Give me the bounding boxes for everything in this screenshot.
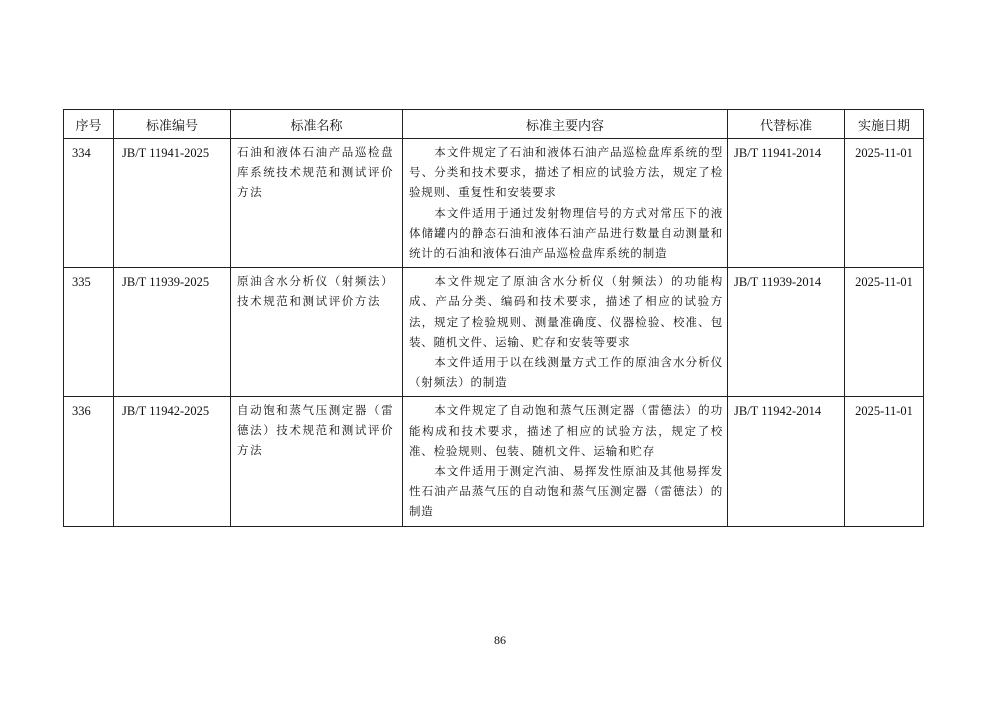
table-header-row: [64, 110, 924, 139]
table-row: [64, 268, 924, 397]
row-standard-name: 石油和液体石油产品巡检盘库系统技术规范和测试评价方法: [231, 139, 403, 268]
row-implementation-date: 2025-11-01: [845, 397, 924, 526]
row-content-scope: 本文件规定了原油含水分析仪（射频法）的功能构成、产品分类、编码和技术要求，描述了相应的试验方法，规定了检验规则、测量准确度、仪器检验、校准、包装、随机文件、运输、贮存和安装等要求: [409, 274, 723, 349]
row-standard-name: 自动饱和蒸气压测定器（雷德法）技术规范和测试评价方法: [231, 397, 403, 526]
row-replaced-standard: JB/T 11942-2014: [728, 397, 845, 526]
row-standard-code: JB/T 11942-2025: [114, 397, 231, 526]
row-content-application: 本文件适用于以在线测量方式工作的原油含水分析仪（射频法）的制造: [409, 355, 723, 390]
row-seq: 335: [64, 268, 114, 397]
row-content-application: 本文件适用于测定汽油、易挥发性原油及其他易挥发性石油产品蒸气压的自动饱和蒸气压测定器（雷德法）的制造: [409, 464, 723, 519]
table-row: [64, 397, 924, 526]
row-content: [403, 397, 728, 526]
row-standard-name: 原油含水分析仪（射频法）技术规范和测试评价方法: [231, 268, 403, 397]
header-seq: 序号: [64, 110, 114, 139]
row-content-scope: 本文件规定了石油和液体石油产品巡检盘库系统的型号、分类和技术要求，描述了相应的试验方法，规定了检验规则、重复性和安装要求: [409, 145, 723, 200]
standards-table: [63, 109, 924, 527]
header-replaced: 代替标准: [728, 110, 845, 139]
row-seq: 334: [64, 139, 114, 268]
row-content-scope: 本文件规定了自动饱和蒸气压测定器（雷德法）的功能构成和技术要求，描述了相应的试验方法，规定了校准、检验规则、包装、随机文件、运输和贮存: [409, 403, 723, 458]
row-seq: 336: [64, 397, 114, 526]
row-standard-code: JB/T 11941-2025: [114, 139, 231, 268]
header-date: 实施日期: [845, 110, 924, 139]
row-content: [403, 268, 728, 397]
row-content: [403, 139, 728, 268]
header-content: 标准主要内容: [403, 110, 728, 139]
header-code: 标准编号: [114, 110, 231, 139]
row-content-application: 本文件适用于通过发射物理信号的方式对常压下的液体储罐内的静态石油和液体石油产品进行数量自动测量和统计的石油和液体石油产品巡检盘库系统的制造: [409, 205, 723, 261]
page-number: 86: [494, 633, 506, 647]
row-standard-code: JB/T 11939-2025: [114, 268, 231, 397]
table-row: [64, 139, 924, 268]
row-replaced-standard: JB/T 11941-2014: [728, 139, 845, 268]
header-name: 标准名称: [231, 110, 403, 139]
row-implementation-date: 2025-11-01: [845, 268, 924, 397]
row-implementation-date: 2025-11-01: [845, 139, 924, 268]
row-replaced-standard: JB/T 11939-2014: [728, 268, 845, 397]
